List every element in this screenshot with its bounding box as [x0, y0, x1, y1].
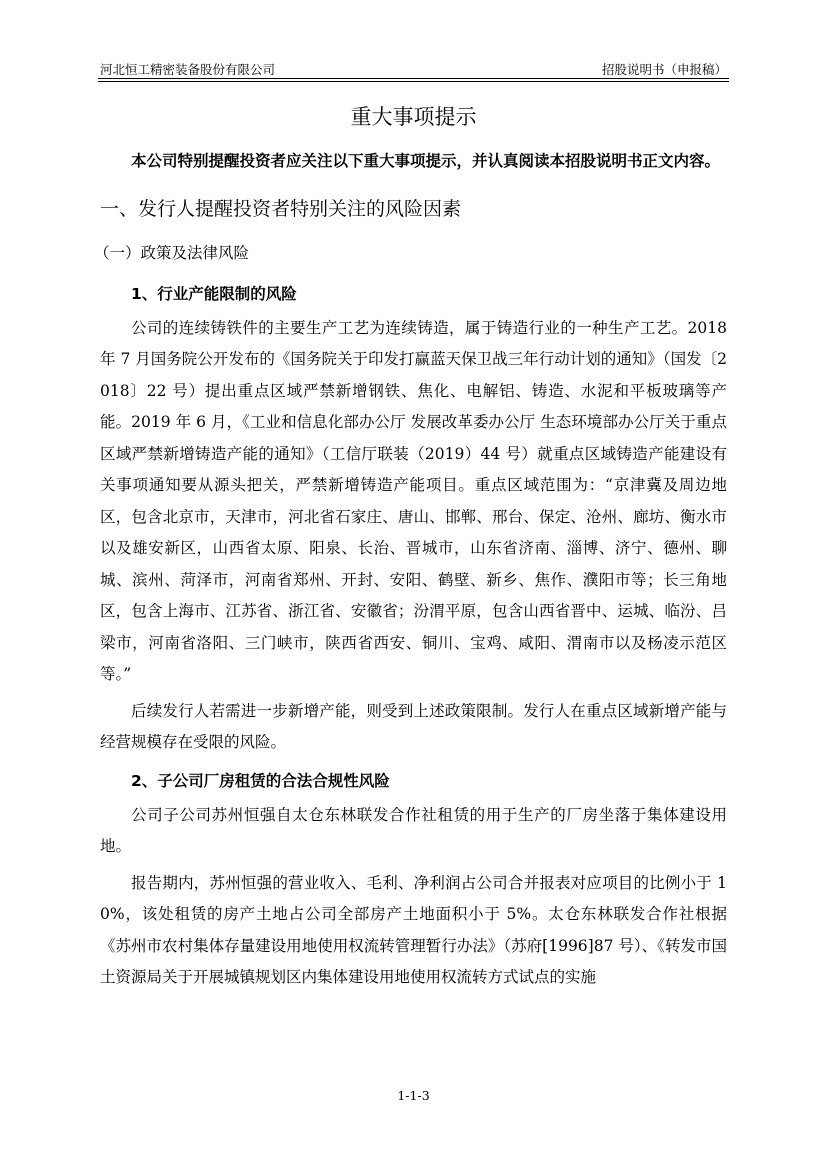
- item1-paragraph-2: 后续发行人若需进一步新增产能，则受到上述政策限制。发行人在重点区域新增产能与经营规模存在受限的风险。: [100, 701, 727, 751]
- intro-paragraph: 本公司特别提醒投资者应关注以下重大事项提示，并认真阅读本招股说明书正文内容。: [131, 152, 721, 170]
- page-header: [100, 58, 727, 78]
- header-rule-thick: [98, 78, 729, 79]
- item1-heading: 1、行业产能限制的风险: [131, 284, 297, 303]
- page-number: 1-1-3: [397, 1088, 430, 1103]
- subsection-heading: （一）政策及法律风险: [94, 243, 250, 262]
- item2-paragraph-1: 公司子公司苏州恒强自太仓东林联发合作社租赁的用于生产的厂房坐落于集体建设用地。: [100, 805, 727, 855]
- header-rule-thin: [98, 81, 729, 82]
- page-title: 重大事项提示: [350, 105, 477, 129]
- item2-paragraph-2: 报告期内，苏州恒强的营业收入、毛利、净利润占公司合并报表对应项目的比例小于 10%，该处租赁的房产土地占公司全部房产土地面积小于 5%。太仓东林联发合作社根据《苏州市农村集体存量建设用地使用权流转管理暂行办法》（苏府[1996]87 号）、《转发市国土资源局关于开展城镇规划区内集体建设用地使用权流转方式试点的实施: [100, 873, 727, 986]
- section-heading: 一、发行人提醒投资者特别关注的风险因素: [100, 197, 462, 220]
- header-doc-type: 招股说明书（申报稿）: [601, 62, 727, 77]
- header-company: 河北恒工精密装备股份有限公司: [100, 62, 276, 77]
- item1-paragraph-1: 公司的连续铸铁件的主要生产工艺为连续铸造，属于铸造行业的一种生产工艺。2018 年 7 月国务院公开发布的《国务院关于印发打赢蓝天保卫战三年行动计划的通知》（国发〔2018〕22 号）提出重点区域严禁新增钢铁、焦化、电解铝、铸造、水泥和平板玻璃等产能。2019 年 6 月，《工业和信息化部办公厅 发展改革委办公厅 生态环境部办公厅关于重点区域严禁新增铸造产能的通知》（工信厅联装（2019）44 号）就重点区域铸造产能建设有关事项通知要从源头把关，严禁新增铸造产能项目。重点区域范围为：“京津冀及周边地区，包含北京市，天津市，河北省石家庄、唐山、邯郸、邢台、保定、沧州、廊坊、衡水市以及雄安新区，山西省太原、阳泉、长治、晋城市，山东省济南、淄博、济宁、德州、聊城、滨州、菏泽市，河南省郑州、开封、安阳、鹤壁、新乡、焦作、濮阳市等；长三角地区，包含上海市、江苏省、浙江省、安徽省；汾渭平原，包含山西省晋中、运城、临汾、吕梁市，河南省洛阳、三门峡市，陕西省西安、铜川、宝鸡、咸阳、渭南市以及杨凌示范区等。”: [100, 318, 727, 683]
- item2-heading: 2、子公司厂房租赁的合法合规性风险: [131, 771, 390, 790]
- page-content: [94, 98, 727, 994]
